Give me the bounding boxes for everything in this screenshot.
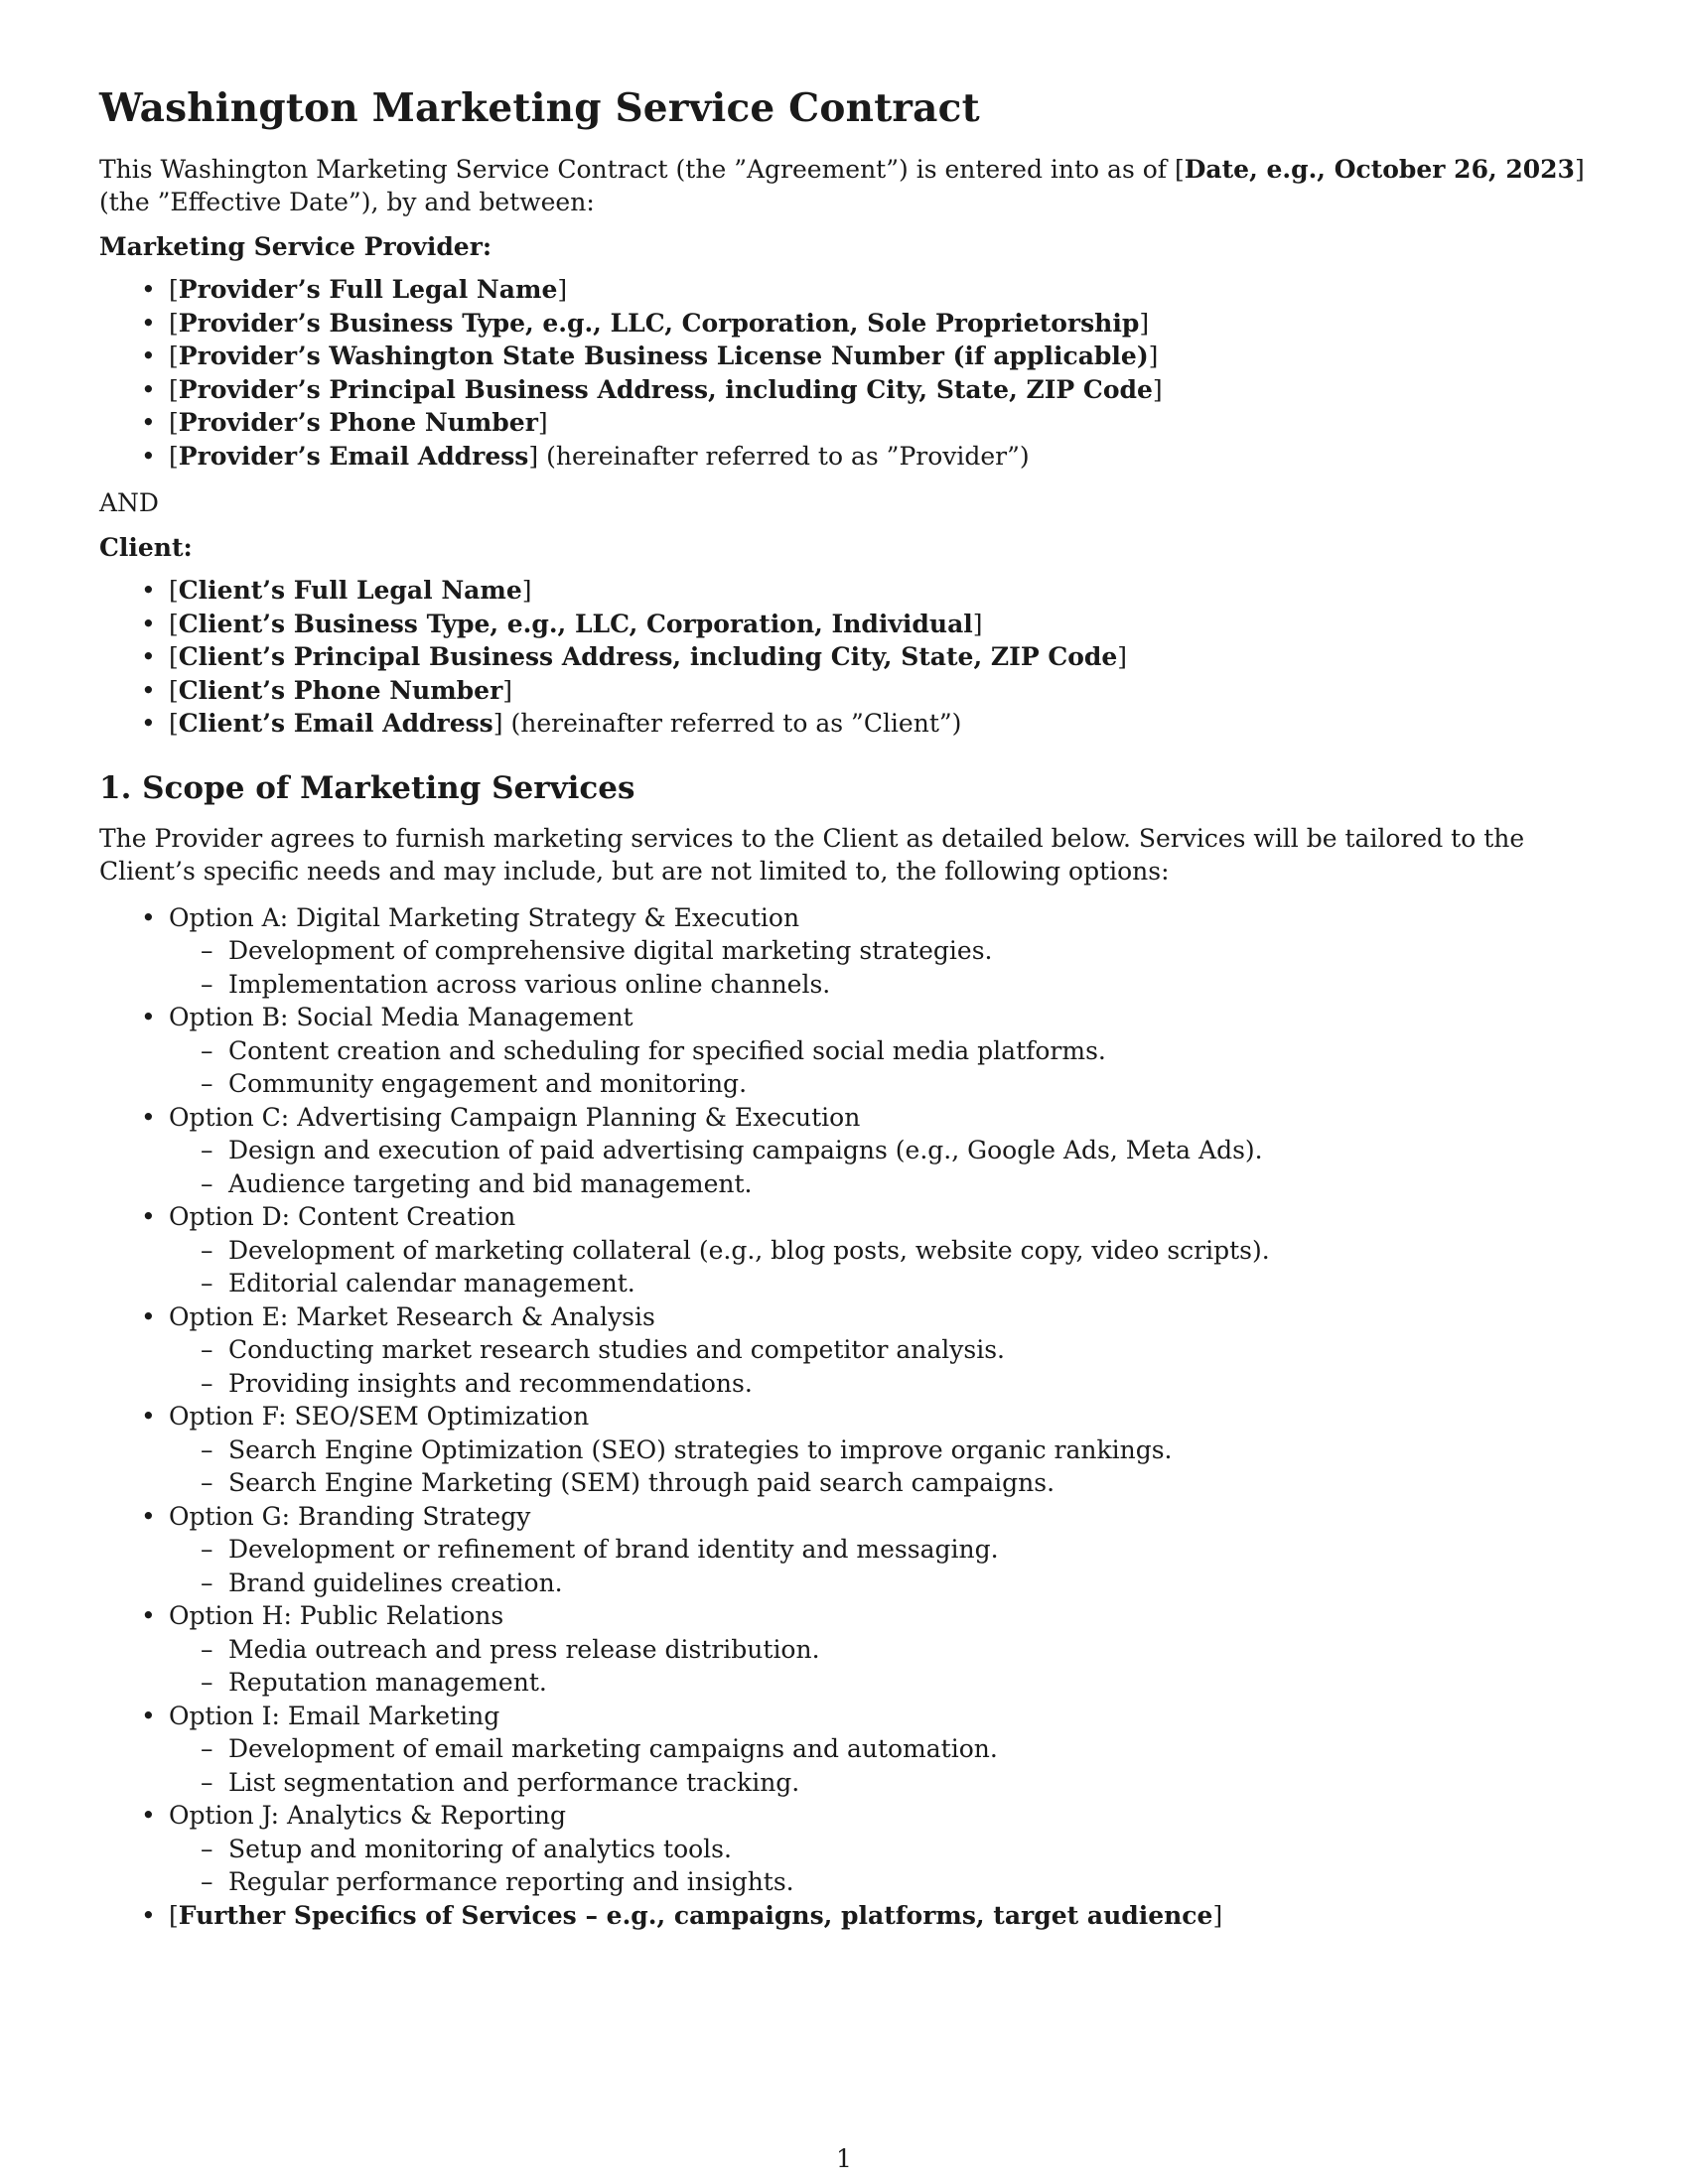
- option-label: Option B: Social Media Management: [169, 1003, 633, 1031]
- provider-name-placeholder: Provider’s Full Legal Name: [178, 275, 558, 304]
- option-a: [99, 901, 1589, 1002]
- options-list: [99, 901, 1589, 1933]
- client-email-placeholder: Client’s Email Address: [178, 709, 493, 738]
- option-detail: – Development of marketing collateral (e.g., blog posts, website copy, video scripts).: [169, 1234, 1589, 1268]
- option-j: [99, 1799, 1589, 1899]
- intro-paragraph: This Washington Marketing Service Contract (the ”Agreement”) is entered into as of [Date, e.g., October 26, 2023] (the ”Effective Date”), by and between:: [99, 155, 1585, 216]
- list-item: • [Client’s Phone Number]: [99, 674, 1589, 708]
- option-detail: – Audience targeting and bid management.: [169, 1167, 1589, 1201]
- provider-license-placeholder: Provider’s Washington State Business License Number (if applicable): [178, 341, 1149, 370]
- option-detail: – Providing insights and recommendations.: [169, 1367, 1589, 1401]
- list-item: • [Provider’s Email Address] (hereinafter referred to as ”Provider”): [99, 440, 1589, 474]
- client-label: Client:: [99, 533, 193, 562]
- option-label: Option A: Digital Marketing Strategy & Execution: [169, 902, 800, 932]
- client-address-placeholder: Client’s Principal Business Address, including City, State, ZIP Code: [178, 642, 1118, 671]
- option-detail: – List segmentation and performance tracking.: [169, 1766, 1589, 1800]
- option-detail: – Community engagement and monitoring.: [169, 1067, 1589, 1101]
- option-detail: – Brand guidelines creation.: [169, 1567, 1589, 1600]
- list-item: • [Client’s Principal Business Address, including City, State, ZIP Code]: [99, 640, 1589, 674]
- and-text: AND: [99, 488, 159, 517]
- option-b: [99, 1001, 1589, 1101]
- page-number: 1: [836, 2144, 852, 2173]
- list-item: • [Client’s Email Address] (hereinafter referred to as ”Client”): [99, 707, 1589, 741]
- list-item: • [Client’s Business Type, e.g., LLC, Corporation, Individual]: [99, 608, 1589, 641]
- section-1-intro: The Provider agrees to furnish marketing services to the Client as detailed below. Services will be tailored to the Client’s specific needs and may include, but are not limited to, the following options:: [99, 823, 1525, 886]
- list-item: • [Provider’s Full Legal Name]: [99, 273, 1589, 307]
- list-item: • [Provider’s Phone Number]: [99, 406, 1589, 440]
- client-list: [99, 574, 1589, 741]
- list-item: • [Provider’s Business Type, e.g., LLC, Corporation, Sole Proprietorship]: [99, 307, 1589, 341]
- list-item: • [Provider’s Principal Business Address, including City, State, ZIP Code]: [99, 373, 1589, 407]
- further-specifics-placeholder: Further Specifics of Services – e.g., campaigns, platforms, target audience: [178, 1900, 1213, 1930]
- section-1-heading: 1. Scope of Marketing Services: [99, 769, 635, 806]
- list-item: • [Provider’s Washington State Business License Number (if applicable)]: [99, 340, 1589, 373]
- provider-label: Marketing Service Provider:: [99, 232, 492, 261]
- provider-business-type-placeholder: Provider’s Business Type, e.g., LLC, Corporation, Sole Proprietorship: [178, 308, 1140, 338]
- provider-list: [99, 273, 1589, 473]
- document-page: [99, 85, 1589, 1946]
- effective-date-placeholder: Date, e.g., October 26, 2023: [1184, 155, 1575, 184]
- option-detail: – Conducting market research studies and competitor analysis.: [169, 1333, 1589, 1367]
- intro-text-start: This Washington Marketing Service Contract (the ”Agreement”) is entered into as of: [99, 155, 1175, 184]
- option-label: Option G: Branding Strategy: [169, 1501, 531, 1531]
- option-f: [99, 1400, 1589, 1500]
- option-label: Option J: Analytics & Reporting: [169, 1801, 566, 1830]
- client-suffix: (hereinafter referred to as ”Client”): [502, 709, 962, 738]
- option-detail: – Development of comprehensive digital marketing strategies.: [169, 934, 1589, 968]
- provider-address-placeholder: Provider’s Principal Business Address, including City, State, ZIP Code: [178, 374, 1153, 404]
- option-detail: – Setup and monitoring of analytics tools.: [169, 1833, 1589, 1866]
- option-label: Option I: Email Marketing: [169, 1701, 500, 1730]
- provider-phone-placeholder: Provider’s Phone Number: [178, 408, 538, 437]
- option-detail: – Editorial calendar management.: [169, 1267, 1589, 1300]
- document-title: Washington Marketing Service Contract: [99, 85, 980, 131]
- option-label: Option E: Market Research & Analysis: [169, 1301, 655, 1331]
- option-detail: – Content creation and scheduling for specified social media platforms.: [169, 1034, 1589, 1068]
- option-label: Option H: Public Relations: [169, 1601, 504, 1630]
- intro-text-end: (the ”Effective Date”), by and between:: [99, 188, 595, 216]
- option-detail: – Search Engine Optimization (SEO) strategies to improve organic rankings.: [169, 1433, 1589, 1467]
- list-item: • [Client’s Full Legal Name]: [99, 574, 1589, 608]
- option-d: [99, 1200, 1589, 1300]
- option-detail: – Development of email marketing campaigns and automation.: [169, 1732, 1589, 1766]
- provider-suffix: (hereinafter referred to as ”Provider”): [538, 441, 1030, 471]
- client-phone-placeholder: Client’s Phone Number: [178, 675, 503, 705]
- option-detail: – Design and execution of paid advertising campaigns (e.g., Google Ads, Meta Ads).: [169, 1134, 1589, 1167]
- option-label: Option C: Advertising Campaign Planning & Execution: [169, 1102, 861, 1132]
- option-e: [99, 1300, 1589, 1401]
- provider-email-placeholder: Provider’s Email Address: [178, 441, 529, 471]
- option-g: [99, 1500, 1589, 1600]
- client-business-type-placeholder: Client’s Business Type, e.g., LLC, Corporation, Individual: [178, 609, 973, 638]
- option-detail: – Media outreach and press release distribution.: [169, 1633, 1589, 1667]
- option-detail: – Regular performance reporting and insights.: [169, 1865, 1589, 1899]
- option-detail: – Implementation across various online channels.: [169, 968, 1589, 1002]
- option-detail: – Search Engine Marketing (SEM) through paid search campaigns.: [169, 1466, 1589, 1500]
- option-h: [99, 1599, 1589, 1700]
- option-label: Option F: SEO/SEM Optimization: [169, 1402, 590, 1431]
- further-specifics: • [Further Specifics of Services – e.g., campaigns, platforms, target audience]: [99, 1899, 1589, 1933]
- option-detail: – Reputation management.: [169, 1666, 1589, 1700]
- option-label: Option D: Content Creation: [169, 1202, 516, 1231]
- client-name-placeholder: Client’s Full Legal Name: [178, 576, 522, 605]
- option-c: [99, 1101, 1589, 1201]
- option-detail: – Development or refinement of brand identity and messaging.: [169, 1533, 1589, 1567]
- option-i: [99, 1700, 1589, 1800]
